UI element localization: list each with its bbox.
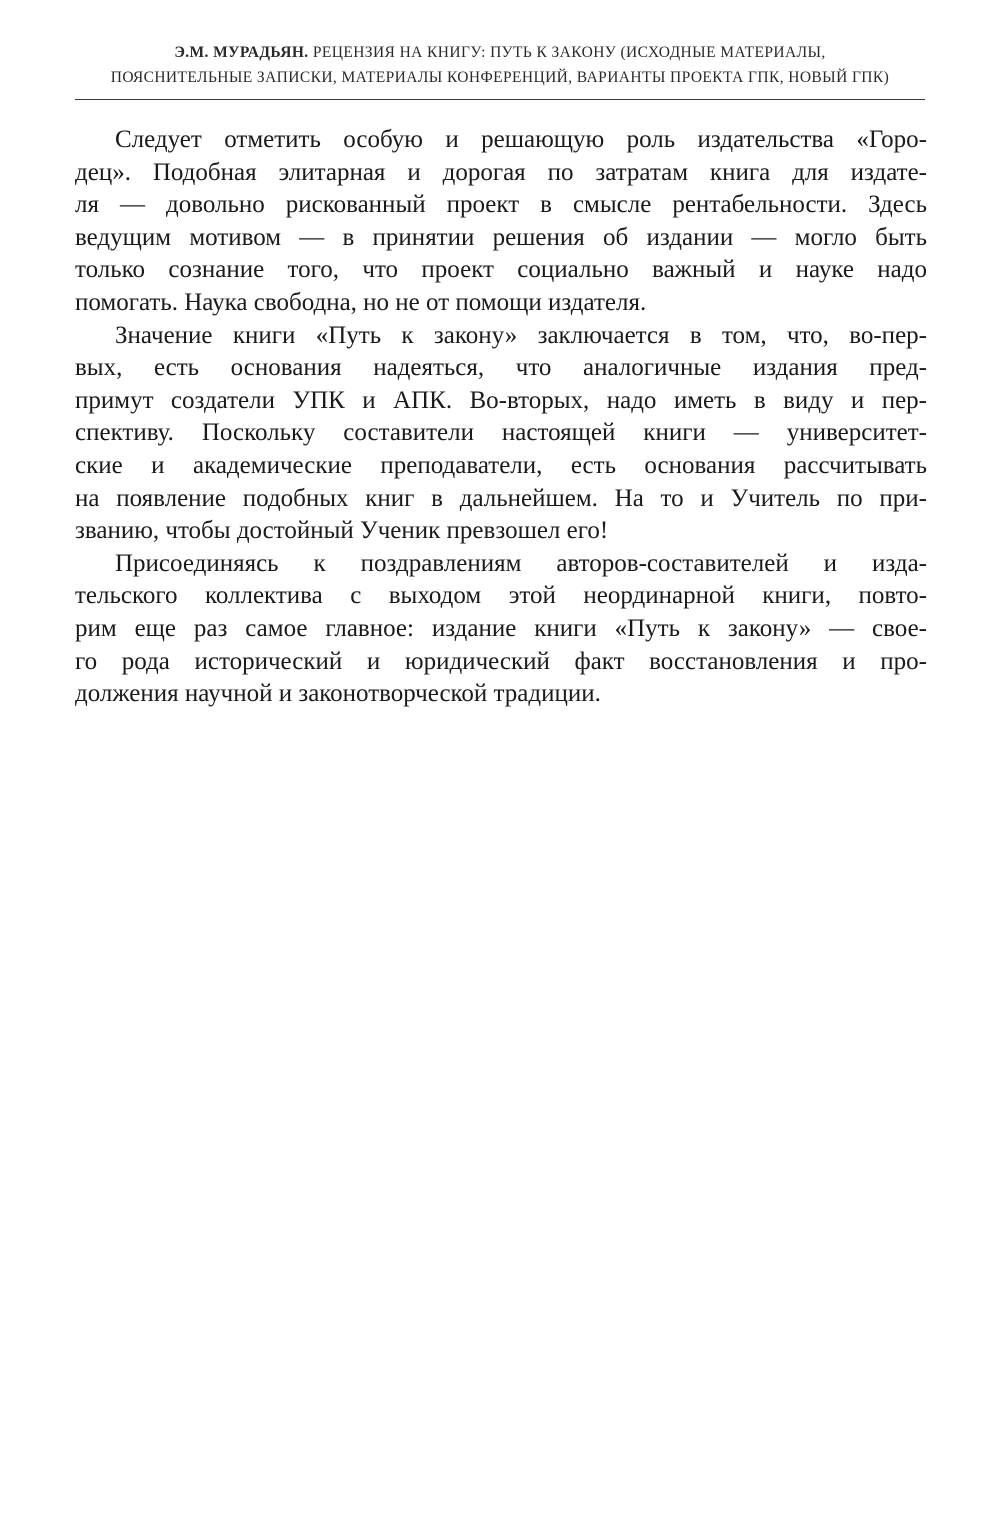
paragraph-1	[75, 124, 927, 320]
paragraph-line: Следует отметить особую и решающую роль издательства «Горо-	[115, 126, 927, 153]
running-head-line-1	[70, 40, 930, 65]
paragraph-2	[75, 320, 927, 548]
paragraph-line: ля — довольно рискованный проект в смысле рентабельности. Здесь	[75, 191, 927, 219]
paragraph-line: званию, чтобы достойный Ученик превзошел его!	[75, 517, 609, 545]
paragraph-line: Значение книги «Путь к закону» заключается в том, что, во-пер-	[115, 321, 927, 349]
running-head	[70, 40, 930, 90]
paragraph-line: примут создатели УПК и АПК. Во-вторых, надо иметь в виду и пер-	[75, 386, 927, 414]
paragraph-3	[75, 548, 927, 711]
paragraph-line: должения научной и законотворческой традиции.	[75, 680, 601, 708]
paragraph-line: ские и академические преподаватели, есть основания рассчитывать	[75, 451, 927, 479]
paragraph-line: Присоединяясь к поздравлениям авторов-составителей и изда-	[115, 549, 927, 577]
paragraph-line: ведущим мотивом — в принятии решения об издании — могло быть	[75, 223, 927, 251]
paragraph-line: вых, есть основания надеяться, что аналогичные издания пред-	[75, 354, 927, 382]
paragraph-line: дец». Подобная элитарная и дорогая по затратам книга для издате-	[75, 158, 927, 186]
paragraph-line: спективу. Поскольку составители настоящей книги — университет-	[75, 419, 927, 447]
body-text	[75, 124, 927, 711]
paragraph-line: рим еще раз самое главное: издание книги «Путь к закону» — свое-	[75, 614, 927, 642]
running-head-line-2: ПОЯСНИТЕЛЬНЫЕ ЗАПИСКИ, МАТЕРИАЛЫ КОНФЕРЕНЦИЙ, ВАРИАНТЫ ПРОЕКТА ГПК, НОВЫЙ ГПК)	[110, 69, 890, 86]
running-head-author: Э.М. МУРАДЬЯН.	[174, 44, 309, 61]
running-head-title-part-1: РЕЦЕНЗИЯ НА КНИГУ: ПУТЬ К ЗАКОНУ (ИСХОДНЫЕ МАТЕРИАЛЫ,	[312, 44, 826, 61]
paragraph-line: го рода исторический и юридический факт восстановления и про-	[75, 647, 927, 675]
paragraph-line: только сознание того, что проект социально важный и науке надо	[75, 256, 927, 284]
header-divider	[75, 99, 925, 100]
paragraph-line: помогать. Наука свободна, но не от помощи издателя.	[75, 288, 647, 316]
paragraph-line: тельского коллектива с выходом этой неординарной книги, повто-	[75, 582, 927, 610]
paragraph-line: на появление подобных книг в дальнейшем. На то и Учитель по при-	[75, 484, 927, 512]
